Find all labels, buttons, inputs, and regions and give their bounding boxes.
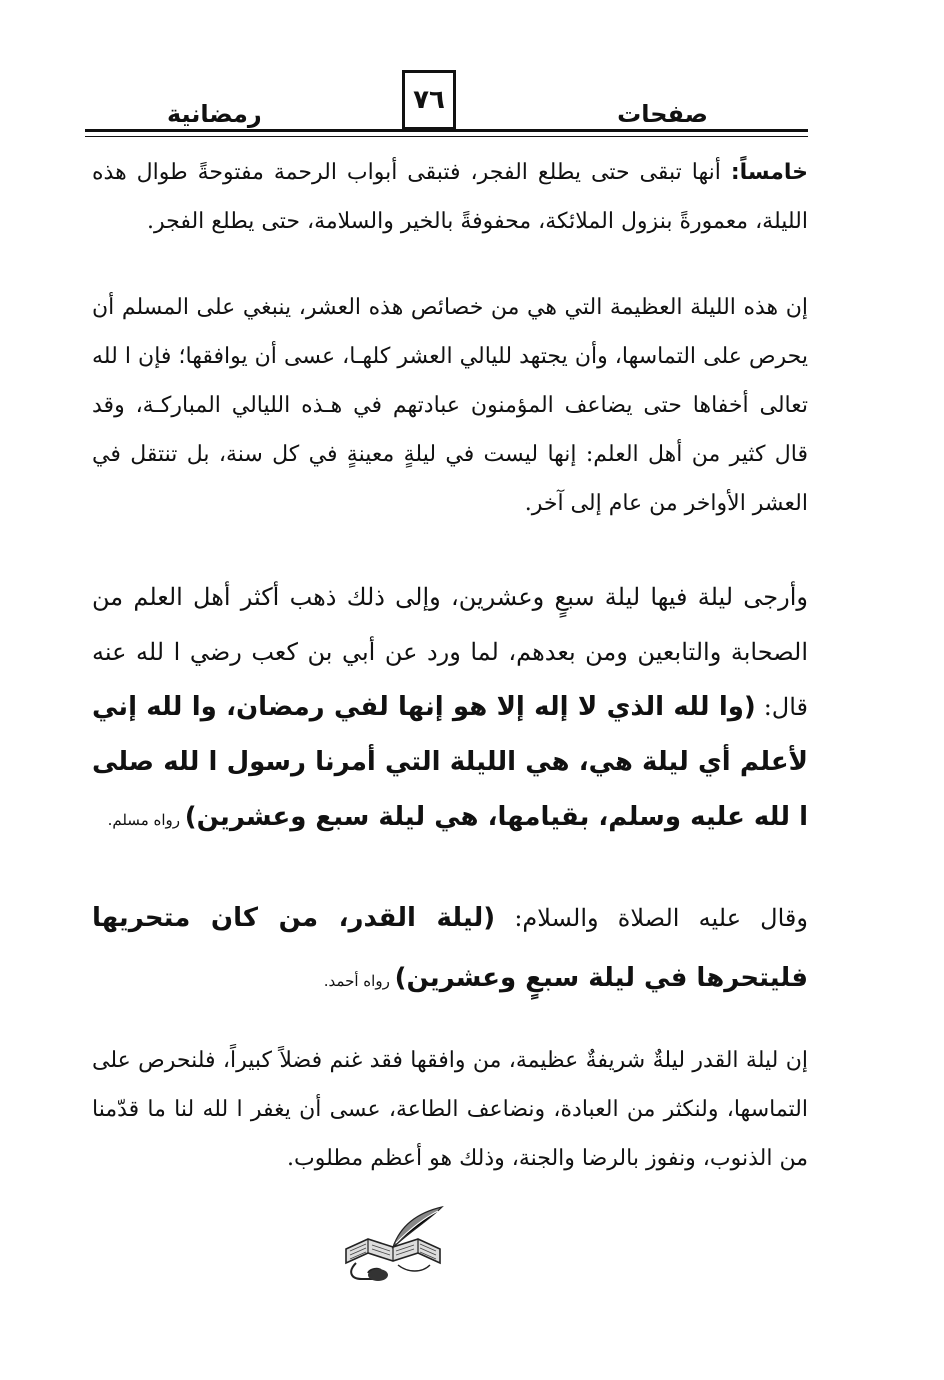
hadith-source: رواه أحمد.	[323, 972, 395, 990]
paragraph-laylat-al-qadr	[92, 283, 808, 528]
paragraph-text: أنها تبقى حتى يطلع الفجر، فتبقى أبواب الرحمة مفتوحةً طوال هذه الليلة، معمورةً بنزول الملائكة، محفوفةً بالخير والسلامة، حتى يطلع الفجر.	[92, 160, 808, 234]
paragraph-conclusion	[92, 1036, 808, 1183]
page-number: ٧٦	[402, 70, 456, 130]
page-header	[85, 70, 808, 140]
hadith-quote: (ليلة القدر، من كان متحريها فليتحرها في ليلة سبعٍ وعشرين)	[92, 903, 808, 993]
paragraph-text: إن هذه الليلة العظيمة التي هي من خصائص هذه العشر، ينبغي على المسلم أن يحرص على التماسها، وأن يجتهد لليالي العشر كلهـا، عسى أن يوافقها؛ فإن ا لله تعالى أخفاها حتى يضاعف المؤمنون عبادتهم في هـذه الليالي المباركـة، وقد قال كثير من أهل العلم: إنها ليست في ليلةٍ معينةٍ في كل سنة، بل تنتقل في العشر الأواخر من عام إلى آخر.	[92, 295, 808, 516]
paragraph-text: إن ليلة القدر ليلةٌ شريفةٌ عظيمة، من وافقها فقد غنم فضلاً كبيراً، فلنحرص على التماسها، ولنكثر من العبادة، ونضاعف الطاعة، عسى أن يغفر ا لله لنا ما قدّمنا من الذنوب، ونفوز بالرضا والجنة، وذلك هو أعظم مطلوب.	[92, 1048, 808, 1171]
header-left-title: رمضانية	[167, 100, 262, 128]
header-rule-thick	[85, 129, 808, 132]
paragraph-hadith-ubayy	[92, 570, 808, 848]
paragraph-fifth-point	[92, 148, 808, 246]
paragraph-label: خامساً:	[730, 160, 808, 185]
header-right-title: صفحات	[617, 100, 708, 128]
hadith-quote: (وا لله الذي لا إله إلا هو إنها لفي رمضان، وا لله إني لأعلم أي ليلة هي، هي الليلة التي أمرنا رسول ا لله صلى ا لله عليه وسلم، بقيامها، هي ليلة سبع وعشرين)	[92, 692, 808, 832]
header-rule-thin	[85, 136, 808, 137]
book-and-quill-icon	[338, 1205, 448, 1283]
paragraph-intro: وأرجى ليلة فيها ليلة سبعٍ وعشرين، وإلى ذلك ذهب أكثر أهل العلم من الصحابة والتابعين ومن بعدهم، لما ورد عن أبي بن كعب رضي ا لله عنه قال:	[92, 583, 809, 721]
paragraph-hadith-ahmad	[92, 888, 808, 1011]
hadith-source: رواه مسلم.	[107, 811, 185, 829]
paragraph-intro: وقال عليه الصلاة والسلام:	[495, 904, 808, 932]
